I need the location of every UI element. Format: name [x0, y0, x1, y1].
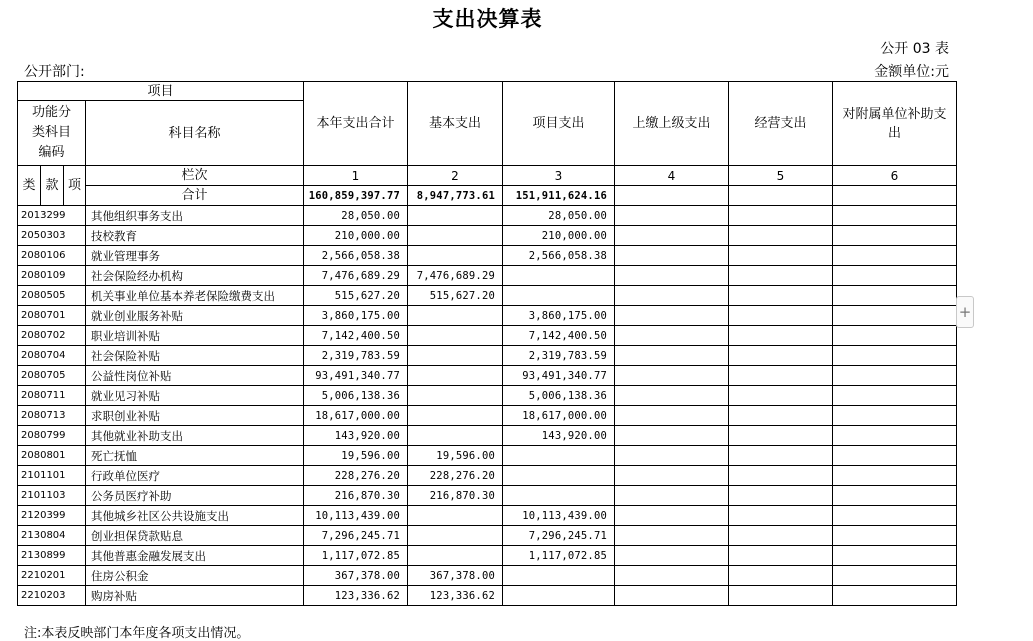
subject-code: 2080799 — [18, 426, 86, 446]
amount-cell: 28,050.00 — [304, 206, 408, 226]
unit-label: 金额单位:元 — [874, 64, 949, 80]
amount-cell: 228,276.20 — [408, 466, 503, 486]
amount-cell — [615, 346, 729, 366]
table-row — [18, 526, 957, 546]
total-label: 合计 — [86, 186, 304, 206]
amount-cell: 367,378.00 — [304, 566, 408, 586]
subject-code: 2050303 — [18, 226, 86, 246]
amount-cell: 7,296,245.71 — [503, 526, 615, 546]
amount-cell — [615, 246, 729, 266]
amount-cell: 143,920.00 — [304, 426, 408, 446]
table-row — [18, 506, 957, 526]
amount-cell: 5,006,138.36 — [304, 386, 408, 406]
table-row — [18, 366, 957, 386]
subject-code: 2080109 — [18, 266, 86, 286]
table-row — [18, 426, 957, 446]
subject-name: 就业见习补贴 — [86, 386, 304, 406]
table-row — [18, 466, 957, 486]
amount-cell: 210,000.00 — [304, 226, 408, 246]
amount-cell: 1,117,072.85 — [503, 546, 615, 566]
amount-cell — [503, 266, 615, 286]
amount-cell — [615, 566, 729, 586]
header-kuan: 款 — [41, 166, 64, 206]
amount-cell — [615, 226, 729, 246]
header-col-6: 对附属单位补助支出 — [833, 82, 957, 166]
amount-cell — [615, 586, 729, 606]
amount-cell: 515,627.20 — [304, 286, 408, 306]
amount-cell — [729, 226, 833, 246]
amount-cell — [833, 346, 957, 366]
page-title: 支出决算表 — [432, 7, 543, 31]
amount-cell — [615, 546, 729, 566]
subject-name: 其他城乡社区公共设施支出 — [86, 506, 304, 526]
amount-cell — [615, 326, 729, 346]
amount-cell — [408, 546, 503, 566]
subject-code: 2101103 — [18, 486, 86, 506]
header-lanci: 栏次 — [86, 166, 304, 186]
subject-name: 就业创业服务补贴 — [86, 306, 304, 326]
amount-cell — [408, 326, 503, 346]
amount-cell — [615, 306, 729, 326]
amount-cell — [503, 586, 615, 606]
table-row — [18, 486, 957, 506]
amount-cell — [408, 406, 503, 426]
amount-cell — [833, 526, 957, 546]
add-column-button[interactable]: + — [956, 296, 974, 328]
total-cell: 8,947,773.61 — [408, 186, 503, 206]
subject-name: 死亡抚恤 — [86, 446, 304, 466]
subject-name: 社会保险补贴 — [86, 346, 304, 366]
table-row — [18, 446, 957, 466]
subject-name: 住房公积金 — [86, 566, 304, 586]
subject-code: 2013299 — [18, 206, 86, 226]
amount-cell — [615, 446, 729, 466]
subject-code: 2080713 — [18, 406, 86, 426]
amount-cell — [615, 486, 729, 506]
amount-cell — [729, 246, 833, 266]
amount-cell — [408, 206, 503, 226]
amount-cell — [729, 346, 833, 366]
department-label: 公开部门: — [24, 64, 85, 80]
header-lei: 类 — [18, 166, 41, 206]
amount-cell: 123,336.62 — [408, 586, 503, 606]
amount-cell — [615, 266, 729, 286]
amount-cell — [833, 446, 957, 466]
amount-cell — [729, 206, 833, 226]
subject-name: 公益性岗位补贴 — [86, 366, 304, 386]
amount-cell — [729, 366, 833, 386]
amount-cell: 143,920.00 — [503, 426, 615, 446]
amount-cell: 10,113,439.00 — [503, 506, 615, 526]
amount-cell — [615, 406, 729, 426]
amount-cell: 19,596.00 — [408, 446, 503, 466]
subject-name: 创业担保贷款贴息 — [86, 526, 304, 546]
header-project: 项目 — [18, 82, 304, 101]
subject-code: 2210203 — [18, 586, 86, 606]
form-number: 公开 03 表 — [880, 41, 949, 57]
subject-code: 2130899 — [18, 546, 86, 566]
amount-cell — [729, 286, 833, 306]
amount-cell — [729, 566, 833, 586]
amount-cell — [408, 346, 503, 366]
amount-cell — [615, 206, 729, 226]
total-cell — [615, 186, 729, 206]
amount-cell — [408, 366, 503, 386]
amount-cell — [729, 406, 833, 426]
amount-cell: 1,117,072.85 — [304, 546, 408, 566]
col-number: 2 — [408, 166, 503, 186]
header-col-1: 本年支出合计 — [304, 82, 408, 166]
table-row — [18, 246, 957, 266]
amount-cell — [833, 466, 957, 486]
amount-cell — [408, 386, 503, 406]
table-row — [18, 586, 957, 606]
amount-cell — [729, 266, 833, 286]
amount-cell: 18,617,000.00 — [503, 406, 615, 426]
header-xiang: 项 — [64, 166, 86, 206]
amount-cell: 19,596.00 — [304, 446, 408, 466]
subject-code: 2080702 — [18, 326, 86, 346]
header-func-class: 功能分类科目编码 — [18, 101, 86, 166]
amount-cell — [503, 466, 615, 486]
amount-cell — [833, 306, 957, 326]
amount-cell: 7,142,400.50 — [304, 326, 408, 346]
total-cell: 160,859,397.77 — [304, 186, 408, 206]
amount-cell — [729, 306, 833, 326]
subject-name: 其他组织事务支出 — [86, 206, 304, 226]
amount-cell: 93,491,340.77 — [304, 366, 408, 386]
subject-code: 2080505 — [18, 286, 86, 306]
subject-name: 其他普惠金融发展支出 — [86, 546, 304, 566]
subject-name: 机关事业单位基本养老保险缴费支出 — [86, 286, 304, 306]
amount-cell: 210,000.00 — [503, 226, 615, 246]
subject-code: 2210201 — [18, 566, 86, 586]
table-row — [18, 566, 957, 586]
amount-cell — [833, 366, 957, 386]
amount-cell — [729, 586, 833, 606]
table-row — [18, 226, 957, 246]
footnote: 注:本表反映部门本年度各项支出情况。 — [24, 626, 250, 641]
header-col-2: 基本支出 — [408, 82, 503, 166]
amount-cell — [503, 446, 615, 466]
amount-cell — [729, 506, 833, 526]
amount-cell — [729, 386, 833, 406]
expenditure-table — [17, 81, 957, 606]
total-cell: 151,911,624.16 — [503, 186, 615, 206]
amount-cell — [833, 426, 957, 446]
table-row — [18, 206, 957, 226]
amount-cell — [729, 446, 833, 466]
amount-cell: 3,860,175.00 — [503, 306, 615, 326]
amount-cell — [408, 506, 503, 526]
amount-cell — [729, 326, 833, 346]
amount-cell — [408, 246, 503, 266]
header-subject-name: 科目名称 — [86, 101, 304, 166]
header-col-4: 上缴上级支出 — [615, 82, 729, 166]
amount-cell: 5,006,138.36 — [503, 386, 615, 406]
table-row — [18, 346, 957, 366]
amount-cell — [833, 226, 957, 246]
amount-cell: 10,113,439.00 — [304, 506, 408, 526]
table-row — [18, 386, 957, 406]
amount-cell: 2,566,058.38 — [304, 246, 408, 266]
subject-code: 2080704 — [18, 346, 86, 366]
total-cell — [833, 186, 957, 206]
col-number: 5 — [729, 166, 833, 186]
amount-cell — [615, 286, 729, 306]
amount-cell — [833, 386, 957, 406]
subject-code: 2101101 — [18, 466, 86, 486]
table-row — [18, 286, 957, 306]
amount-cell — [408, 226, 503, 246]
table-row — [18, 326, 957, 346]
col-number: 1 — [304, 166, 408, 186]
amount-cell: 7,296,245.71 — [304, 526, 408, 546]
subject-name: 技校教育 — [86, 226, 304, 246]
header-col-5: 经营支出 — [729, 82, 833, 166]
amount-cell — [833, 206, 957, 226]
amount-cell: 7,476,689.29 — [408, 266, 503, 286]
amount-cell: 216,870.30 — [408, 486, 503, 506]
amount-cell — [833, 486, 957, 506]
amount-cell — [729, 426, 833, 446]
amount-cell: 7,476,689.29 — [304, 266, 408, 286]
subject-name: 公务员医疗补助 — [86, 486, 304, 506]
col-number: 3 — [503, 166, 615, 186]
subject-name: 就业管理事务 — [86, 246, 304, 266]
table-row — [18, 306, 957, 326]
amount-cell — [833, 286, 957, 306]
amount-cell — [833, 566, 957, 586]
amount-cell — [615, 506, 729, 526]
subject-code: 2080705 — [18, 366, 86, 386]
amount-cell — [408, 526, 503, 546]
amount-cell — [729, 486, 833, 506]
subject-name: 求职创业补贴 — [86, 406, 304, 426]
amount-cell — [408, 306, 503, 326]
amount-cell — [503, 566, 615, 586]
amount-cell — [833, 246, 957, 266]
amount-cell — [729, 526, 833, 546]
table-row — [18, 546, 957, 566]
amount-cell — [503, 286, 615, 306]
amount-cell — [615, 526, 729, 546]
amount-cell: 7,142,400.50 — [503, 326, 615, 346]
col-number: 6 — [833, 166, 957, 186]
amount-cell: 18,617,000.00 — [304, 406, 408, 426]
header-col-3: 项目支出 — [503, 82, 615, 166]
amount-cell: 2,566,058.38 — [503, 246, 615, 266]
amount-cell: 123,336.62 — [304, 586, 408, 606]
amount-cell — [503, 486, 615, 506]
amount-cell: 515,627.20 — [408, 286, 503, 306]
total-cell — [729, 186, 833, 206]
amount-cell — [615, 426, 729, 446]
amount-cell — [833, 586, 957, 606]
amount-cell — [729, 546, 833, 566]
subject-name: 其他就业补助支出 — [86, 426, 304, 446]
col-number: 4 — [615, 166, 729, 186]
subject-name: 职业培训补贴 — [86, 326, 304, 346]
amount-cell: 2,319,783.59 — [304, 346, 408, 366]
amount-cell: 367,378.00 — [408, 566, 503, 586]
amount-cell — [615, 466, 729, 486]
amount-cell: 216,870.30 — [304, 486, 408, 506]
amount-cell: 3,860,175.00 — [304, 306, 408, 326]
amount-cell — [833, 506, 957, 526]
subject-code: 2130804 — [18, 526, 86, 546]
amount-cell: 28,050.00 — [503, 206, 615, 226]
amount-cell: 2,319,783.59 — [503, 346, 615, 366]
subject-code: 2120399 — [18, 506, 86, 526]
table-row — [18, 266, 957, 286]
subject-code: 2080711 — [18, 386, 86, 406]
amount-cell — [615, 366, 729, 386]
subject-name: 社会保险经办机构 — [86, 266, 304, 286]
amount-cell — [729, 466, 833, 486]
amount-cell — [408, 426, 503, 446]
subject-name: 行政单位医疗 — [86, 466, 304, 486]
amount-cell — [615, 386, 729, 406]
amount-cell: 93,491,340.77 — [503, 366, 615, 386]
subject-code: 2080701 — [18, 306, 86, 326]
amount-cell: 228,276.20 — [304, 466, 408, 486]
amount-cell — [833, 546, 957, 566]
amount-cell — [833, 406, 957, 426]
subject-name: 购房补贴 — [86, 586, 304, 606]
table-row — [18, 406, 957, 426]
amount-cell — [833, 326, 957, 346]
amount-cell — [833, 266, 957, 286]
subject-code: 2080801 — [18, 446, 86, 466]
subject-code: 2080106 — [18, 246, 86, 266]
